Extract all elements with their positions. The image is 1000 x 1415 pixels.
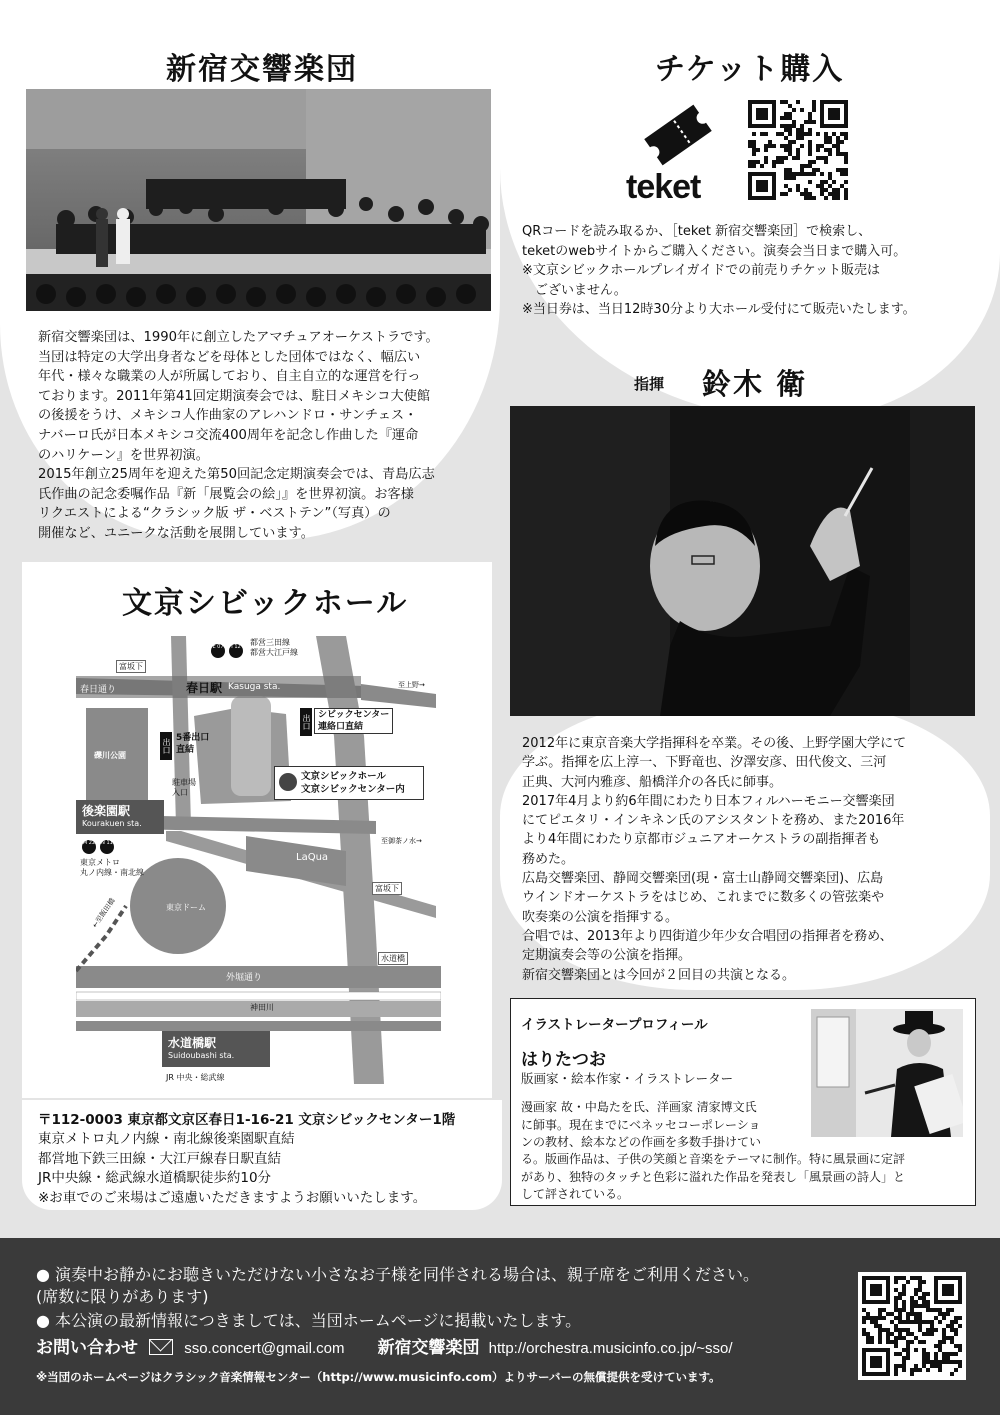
footer-notice-1: ● 演奏中お静かにお聴きいただけない小さなお子様を同伴される場合は、親子席をご利用ください。	[36, 1265, 760, 1284]
map-label-to-ueno: 至上野→	[398, 681, 425, 689]
hall-address: 〒112-0003 東京都文京区春日1-16-21 文京シビックセンター1階	[38, 1112, 456, 1128]
footer-notice-2: ● 本公演の最新情報につきましては、当団ホームページに掲載いたします。	[36, 1311, 582, 1330]
text-line: のハリケーン』を世界初演。	[38, 447, 209, 463]
map-label-suidobashi-crossing: 水道橋	[378, 952, 408, 965]
footer	[0, 1238, 1000, 1415]
map-label-to-ochanomizu: 至御茶ノ水→	[381, 837, 422, 845]
conductor-role: 指揮	[634, 375, 665, 393]
text-line: 都営地下鉄三田線・大江戸線春日駅直結	[38, 1150, 281, 1167]
footer-contact-row	[36, 1337, 733, 1360]
station-code-n: N 11	[100, 840, 114, 854]
text-line: teketのwebサイトからご購入ください。演奏会当日まで購入可。	[522, 243, 907, 259]
civic-link-line: 連絡口直結	[318, 722, 364, 732]
map-label-jr-line: JR 中央・総武線	[166, 1073, 225, 1082]
text-line: 吹奏楽の公演を指揮する。	[522, 909, 679, 925]
text-line: 正典、大河内雅彦、船橋洋介の各氏に師事。	[522, 774, 783, 790]
text-line: ンの教材、絵本などの作画を多数手掛けてい	[521, 1135, 762, 1149]
text-line: ております。2011年第41回定期演奏会では、駐日メキシコ大使館	[38, 388, 431, 404]
text-line: 定期演奏会等の公演を指揮。	[522, 948, 692, 964]
text-line: にてピエタリ・インキネン氏のアシスタントを務め、また2016年	[522, 813, 905, 829]
teket-logo-text: teket	[626, 168, 701, 206]
text-line: ※文京シビックホールプレイガイドでの前売りチケット販売は	[522, 263, 880, 278]
illustrator-photo	[811, 1009, 963, 1137]
text-line: より4年間にわたり京都市ジュニアオーケストラの副指揮者も	[522, 832, 881, 848]
metro-line: 丸ノ内線・南北線	[80, 868, 144, 877]
map-label-tomisakashita: 富坂下	[372, 882, 402, 895]
text-line: 開催など、ユニークな活動を展開しています。	[38, 525, 314, 541]
ticket-qr-code[interactable]	[748, 100, 848, 200]
map-label-korakuen-station: 後楽園駅	[82, 804, 131, 818]
illustrator-bio-narrow	[521, 1099, 806, 1152]
station-code-m: M 22	[82, 840, 96, 854]
map-metro-label	[80, 858, 144, 878]
text-line: QRコードを読み取るか、［teket 新宿交響楽団］で検索し、	[522, 224, 872, 239]
mail-icon	[149, 1339, 173, 1355]
conductor-name: 鈴木 衛	[702, 367, 808, 401]
map-label-gaibori-dori: 外堀通り	[226, 973, 263, 983]
text-line: 東京メトロ丸ノ内線・南北線後楽園駅直結	[38, 1131, 295, 1147]
text-line: 2017年4月より約6年間にわたり日本フィルハーモニー交響楽団	[522, 793, 895, 809]
homepage-qr-code[interactable]	[858, 1272, 966, 1380]
text-line: 2012年に東京音楽大学指揮科を卒業。その後、上野学園大学にて	[522, 736, 907, 751]
teket-logo	[626, 100, 731, 206]
orchestra-description	[38, 328, 498, 544]
contact-email[interactable]: sso.concert@gmail.com	[184, 1340, 345, 1357]
parking-line: 入口	[172, 788, 188, 797]
illustrator-role: 版画家・絵本作家・イラストレーター	[521, 1071, 734, 1086]
illustrator-profile-box	[510, 998, 976, 1206]
text-line: 年代・様々な職業の人が所属しており、自主自立的な運営を行っ	[38, 369, 421, 385]
map-label-kasuga-station: 春日駅	[186, 681, 223, 695]
conductor-photo	[510, 406, 975, 716]
text-line: 漫画家 故・中島たを氏、洋画家 清家博文氏	[521, 1100, 757, 1114]
org-name: 新宿交響楽団	[377, 1338, 480, 1358]
access-map	[76, 636, 441, 1084]
map-hall-label	[274, 766, 424, 800]
hall-access	[38, 1130, 508, 1208]
text-line: ※お車でのご来場はご遠慮いただきますようお願いいたします。	[38, 1189, 427, 1206]
line-label: 都営大江戸線	[250, 648, 298, 657]
text-line: 当団は特定の大学出身者などを母体とした団体ではなく、幅広い	[38, 349, 421, 365]
map-label-koishikawa-park: 礫川公園	[94, 751, 126, 760]
text-line: ナバーロ氏が日本メキシコ交流400周年を記念し作曲した『運命	[38, 427, 419, 443]
orchestra-photo	[26, 89, 491, 311]
illustrator-heading: イラストレータープロフィール	[521, 1017, 708, 1033]
text-line: ウインドオーケストラをはじめ、これまでに数多くの管弦楽や	[522, 890, 885, 906]
map-label-tokyo-dome: 東京ドーム	[166, 903, 206, 912]
civic-link-line: シビックセンター	[318, 710, 390, 720]
text-line: 務めた。	[522, 851, 575, 867]
contact-label: お問い合わせ	[36, 1338, 138, 1358]
illustrator-name: はりたつお	[521, 1050, 606, 1070]
station-code-e: E 07	[211, 644, 225, 658]
map-label-tomisaka: 富坂下	[116, 660, 146, 673]
text-line: 合唱では、2013年より四街道少年少女合唱団の指揮者を務め、	[522, 928, 893, 944]
ticket-info	[522, 222, 992, 320]
text-line: リクエストによる“クラシック版 ザ・ベストテン”（写真）の	[38, 506, 391, 522]
text-line: 新宿交響楽団とは今回が２回目の共演となる。	[522, 967, 796, 983]
map-label-suidobashi-station: 水道橋駅	[168, 1036, 217, 1050]
exit5-line: 直結	[176, 745, 195, 755]
illustrator-bio-wide	[521, 1151, 971, 1204]
conductor-bio	[522, 734, 982, 985]
hall-logo-icon	[279, 773, 297, 791]
parking-line: 駐車場	[172, 778, 196, 787]
map-civic-link-label	[314, 708, 393, 734]
map-exit-label: 出口	[160, 732, 172, 760]
text-line: 広島交響楽団、静岡交響楽団(現・富士山静岡交響楽団)、広島	[522, 871, 884, 887]
text-line: 学ぶ。指揮を広上淳一、下野竜也、汐澤安彦、田代俊文、三河	[522, 755, 887, 771]
map-label-to-iidabashi: ←至飯田橋	[90, 896, 117, 930]
hall-title: 文京シビックホール	[122, 586, 409, 621]
map-label-kandagawa: 神田川	[250, 1003, 274, 1012]
ticket-icon	[626, 100, 731, 170]
ticket-title: チケット購入	[655, 52, 845, 87]
text-line: る。版画作品は、子供の笑顔と音楽をテーマに制作。特に風景画に定評	[521, 1152, 906, 1166]
map-label-laqua: LaQua	[296, 852, 329, 863]
map-exit5-label	[176, 732, 209, 756]
org-url[interactable]: http://orchestra.musicinfo.co.jp/~sso/	[488, 1340, 733, 1357]
metro-line: 東京メトロ	[80, 858, 120, 867]
map-mita-line-label	[238, 638, 298, 658]
footer-server-note: ※当団のホームページはクラシック音楽情報センター（http://www.musicinfo.com）よりサーバーの無償提供を受けています。	[36, 1370, 721, 1384]
text-line: に師事。現在までにベネッセコーポレーショ	[521, 1117, 761, 1132]
map-label-kasuga-station-en: Kasuga sta.	[228, 682, 281, 692]
footer-notice-1b: (席数に限りがあります)	[36, 1287, 209, 1306]
text-line: して評されている。	[521, 1187, 630, 1201]
text-line: があり、独特のタッチと色彩に溢れた作品を発表し「風景画の詩人」と	[521, 1169, 906, 1184]
text-line: 氏作曲の記念委嘱作品『新「展覧会の絵」』を世界初演。お客様	[38, 486, 414, 502]
text-line: JR中央線・総武線水道橋駅徒歩約10分	[38, 1170, 272, 1186]
map-parking-label	[172, 778, 196, 798]
hall-label-line: 文京シビックホール	[301, 771, 386, 782]
map-civic-exit-label: 出口	[300, 708, 312, 736]
map-label-suidobashi-station-en: Suidoubashi sta.	[168, 1051, 235, 1060]
text-line: ※当日券は、当日12時30分より大ホール受付にて販売いたします。	[522, 302, 916, 317]
text-line: 2015年創立25周年を迎えた第50回記念定期演奏会では、青島広志	[38, 467, 435, 483]
exit5-line: 5番出口	[176, 733, 210, 743]
hall-label-line: 文京シビックセンター内	[301, 784, 405, 795]
line-label: 都営三田線	[250, 638, 290, 647]
text-line: の後援をうけ、メキシコ人作曲家のアレハンドロ・サンチェス・	[38, 408, 418, 424]
orchestra-title: 新宿交響楽団	[166, 52, 358, 87]
map-label-korakuen-station-en: Kourakuen sta.	[82, 819, 142, 828]
text-line: 新宿交響楽団は、1990年に創立したアマチュアオーケストラです。	[38, 330, 439, 345]
map-label-kasuga-dori: 春日通り	[80, 685, 117, 695]
text-line: ございません。	[522, 282, 627, 298]
station-code-i: I 12	[229, 644, 243, 658]
